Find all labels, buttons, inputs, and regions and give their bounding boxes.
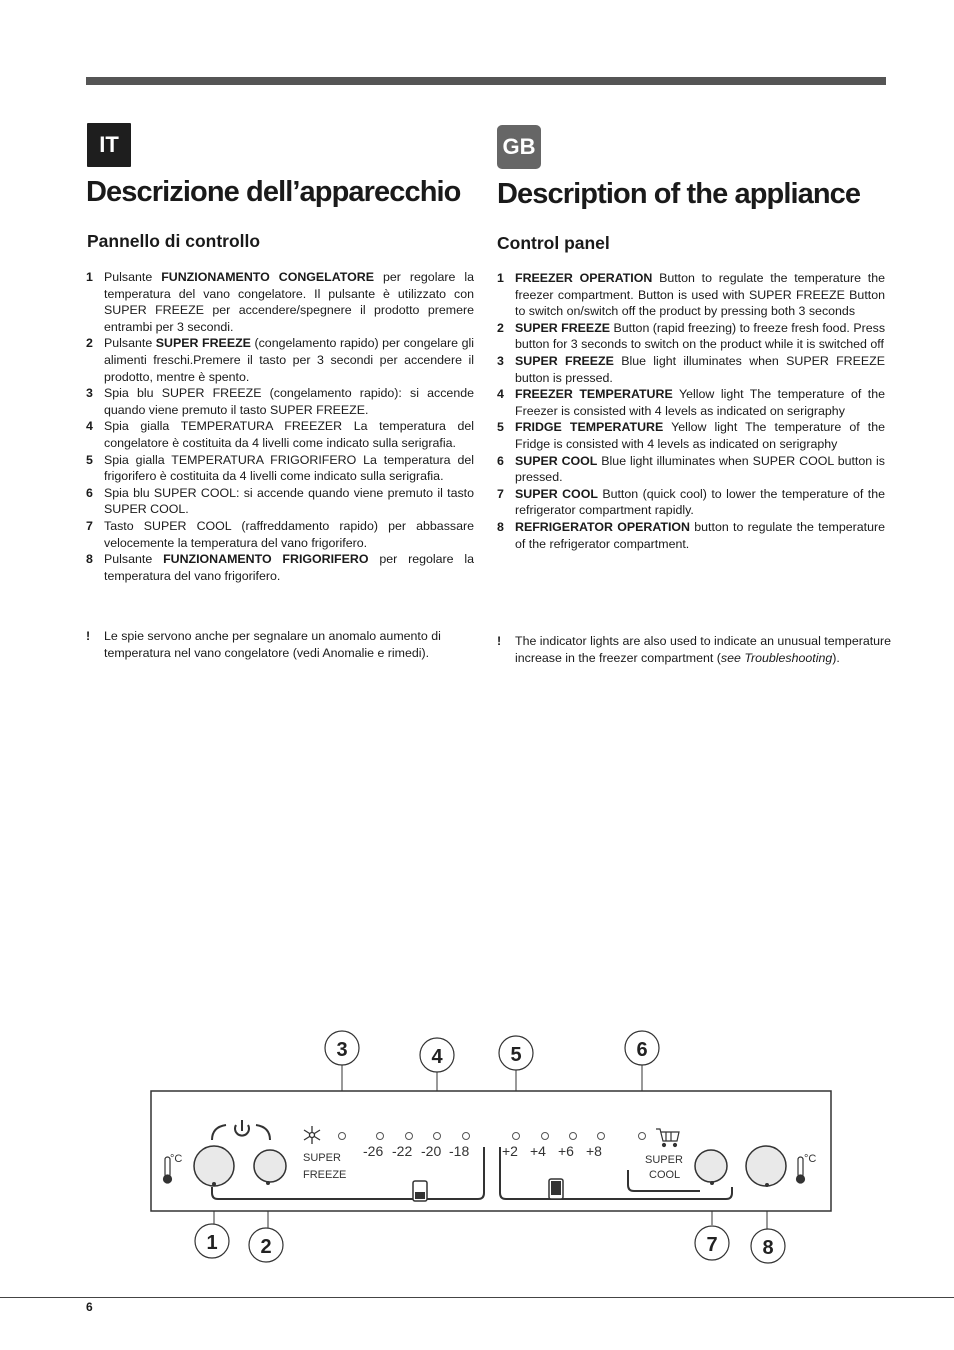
control-panel-diagram [0, 1025, 954, 1275]
super-cool-label-line1: SUPER [645, 1154, 683, 1166]
callout-marker [499, 1036, 533, 1070]
refrigerator-operation-button[interactable] [746, 1146, 786, 1187]
item-list-it [86, 269, 474, 584]
fridge-level-indicator [513, 1133, 520, 1140]
note-gb: ! The indicator lights are also used to indicate an unusual temperature increase in the freezer compartment (see Troubleshooting). [497, 634, 892, 665]
item-list-gb [497, 270, 885, 552]
list-item: 1 FREEZER OPERATION Button to regulate the temperature the freezer compartment. Button is used with SUPER FREEZE Button to switch on/switch off the product by pressing both 3 seconds [497, 271, 886, 319]
list-item: 6 Spia blu SUPER COOL: si accende quando viene premuto il tasto SUPER COOL. [86, 485, 474, 517]
svg-text:3: 3 [336, 1039, 348, 1061]
freezer-level-label: -18 [449, 1143, 470, 1159]
svg-text:8: 8 [762, 1237, 774, 1259]
svg-text:2: 2 [260, 1236, 272, 1258]
page-title-gb: Description of the appliance [497, 178, 861, 210]
list-item: 2 Pulsante SUPER FREEZE (congelamento rapido) per congelare gli alimenti freschi.Premere il tasto per 3 secondi per accendere il prodotto, mentre è spento. [86, 336, 474, 384]
callout-marker [751, 1229, 785, 1263]
freezer-level-indicator [377, 1133, 384, 1140]
callout-marker [420, 1038, 454, 1072]
freezer-level-indicator [434, 1133, 441, 1140]
fridge-level-label: +2 [502, 1143, 518, 1159]
list-item: 6 SUPER COOL Blue light illuminates when SUPER COOL button is pressed. [497, 453, 885, 485]
language-badge-it: IT [87, 123, 131, 167]
svg-text:6: 6 [636, 1039, 648, 1061]
svg-text:1: 1 [206, 1232, 218, 1254]
list-item: 5 FRIDGE TEMPERATURE Yellow light The temperature of the Fridge is consisted with 4 levels as indicated on serigraphy [497, 420, 885, 451]
list-item: 2 SUPER FREEZE Button (rapid freezing) to freeze fresh food. Press button for 3 seconds to switch on the product while it is switched off [497, 320, 886, 352]
freezer-level-label: -20 [421, 1143, 442, 1159]
list-item: 7 Tasto SUPER COOL (raffreddamento rapido) per abbassare velocemente la temperatura del vano frigorifero. [86, 518, 474, 550]
fridge-level-label: +4 [530, 1143, 546, 1159]
page-title-it: Descrizione dell’apparecchio [86, 176, 461, 208]
fridge-level-label: +8 [586, 1143, 602, 1159]
unit-label-right: °C [804, 1153, 817, 1165]
section-title-it: Pannello di controllo [87, 231, 261, 251]
list-item: 7 SUPER COOL Button (quick cool) to lower the temperature of the refrigerator compartment rapidly. [497, 486, 885, 518]
fridge-level-indicator [598, 1133, 605, 1140]
section-title-gb: Control panel [497, 233, 610, 253]
fridge-level-indicator [570, 1133, 577, 1140]
language-badge-gb: GB [497, 125, 541, 169]
list-item: 3 Spia blu SUPER FREEZE (congelamento rapido): si accende quando viene premuto il tasto SUPER FREEZE. [86, 386, 474, 417]
callout-marker [695, 1226, 729, 1260]
panel-frame [151, 1091, 831, 1211]
svg-text:4: 4 [431, 1046, 443, 1068]
fridge-level-label: +6 [558, 1143, 574, 1159]
freezer-level-label: -22 [392, 1143, 413, 1159]
freezer-compartment-icon [413, 1181, 427, 1201]
super-cool-label-line2: COOL [649, 1169, 681, 1181]
callout-marker [249, 1228, 283, 1262]
list-item: 3 SUPER FREEZE Blue light illuminates when SUPER FREEZE button is pressed. [497, 353, 885, 385]
freezer-level-indicator [406, 1133, 413, 1140]
footer-rule [0, 1297, 954, 1298]
super-freeze-indicator [339, 1133, 346, 1140]
top-rule [86, 77, 886, 85]
svg-text:5: 5 [510, 1044, 522, 1066]
fridge-compartment-icon [549, 1179, 563, 1199]
freezer-level-indicator [463, 1133, 470, 1140]
freezer-operation-button[interactable] [194, 1146, 234, 1186]
super-cool-indicator [639, 1133, 646, 1140]
page-number: 6 [86, 1300, 93, 1314]
list-item: 5 Spia gialla TEMPERATURA FRIGORIFERO La temperatura del frigorifero è costituita da 4 livelli come indicato sulla serigrafia. [86, 452, 474, 484]
super-freeze-label-line2: FREEZE [303, 1169, 347, 1181]
note-it: ! Le spie servono anche per segnalare un anomalo aumento di temperatura nel vano congelatore (vedi Anomalie e rimedi). [86, 629, 441, 660]
callout-marker [325, 1031, 359, 1065]
unit-label-left: °C [170, 1153, 183, 1165]
list-item: 8 REFRIGERATOR OPERATION button to regulate the temperature of the refrigerator compartment. [497, 519, 885, 551]
callout-marker [195, 1224, 229, 1258]
super-freeze-label-line1: SUPER [303, 1152, 341, 1164]
list-item: 1 Pulsante FUNZIONAMENTO CONGELATORE per regolare la temperatura del vano congelatore. Il pulsante è utilizzato con SUPER FREEZE per accendere/spegnere il prodotto premere entrambi per 3 secondi. [86, 270, 474, 334]
freezer-level-label: -26 [363, 1143, 384, 1159]
list-item: 4 Spia gialla TEMPERATURA FREEZER La temperatura del congelatore è costituita da 4 livelli come indicato sulla serigrafia. [86, 419, 474, 450]
list-item: 4 FREEZER TEMPERATURE Yellow light The temperature of the Freezer is consisted with 4 levels as indicated on serigraphy [497, 387, 885, 418]
list-item: 8 Pulsante FUNZIONAMENTO FRIGORIFERO per regolare la temperatura del vano frigorifero. [86, 552, 475, 583]
callout-marker [625, 1031, 659, 1065]
svg-text:7: 7 [706, 1234, 718, 1256]
fridge-level-indicator [542, 1133, 549, 1140]
